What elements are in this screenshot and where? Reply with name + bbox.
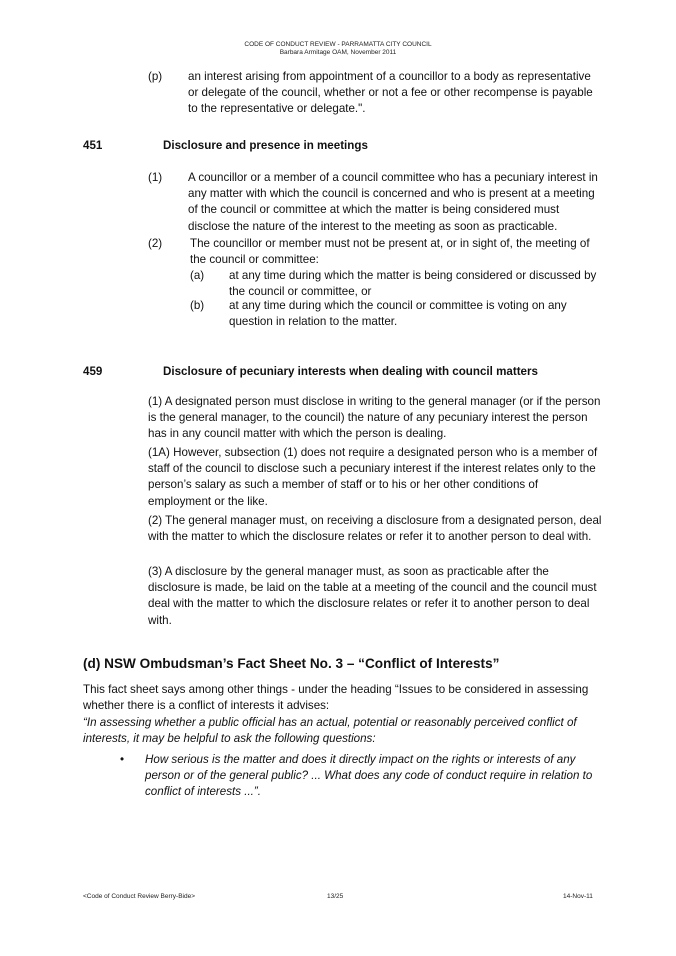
item-text-451-1: A councillor or a member of a council committee who has a pecuniary interest in any matter with which the council is concerned and who is present at a meeting of the council or committee at which the matter is being considered must disclose the nature of the interest to the meeting as soon as practicable.	[188, 171, 598, 233]
section-number-459: 459	[83, 365, 103, 378]
item-text-p: an interest arising from appointment of a councillor to a body as representative or delegate of the council, whether or not a fee or other recompense is payable to the representative or delegate.".	[188, 70, 593, 116]
subitem-text-a: at any time during which the matter is being considered or discussed by the council or committee, or	[229, 269, 597, 299]
footer-page-number: 13/25	[327, 893, 344, 900]
paragraph-459-1: (1) A designated person must disclose in writing to the general manager (or if the person is the general manager, to the council) the nature of any pecuniary interest the person has in any council matter with which the person is dealing.	[148, 395, 601, 441]
section-d-quote: “In assessing whether a public official has an actual, potential or reasonably perceived conflict of interests, it may be helpful to ask the following questions:	[83, 716, 577, 746]
footer-date: 14-Nov-11	[563, 893, 593, 900]
item-label-p: (p)	[148, 70, 163, 83]
paragraph-459-1a: (1A) However, subsection (1) does not require a designated person who is a member of staff of the council to disclose such a pecuniary interest if the interest relates only to the person’s salary as such a member of staff or to his or her other conditions of employment or the like.	[148, 446, 598, 508]
bullet-icon: •	[120, 753, 125, 766]
subitem-label-b: (b)	[190, 299, 205, 312]
section-heading-d: (d) NSW Ombudsman’s Fact Sheet No. 3 – “Conflict of Interests”	[83, 656, 500, 671]
section-number-451: 451	[83, 139, 103, 152]
paragraph-459-3: (3) A disclosure by the general manager must, as soon as practicable after the disclosure is made, be laid on the table at a meeting of the council and the council must deal with the matter to which the disclosure relates or refer it to another person to deal with.	[148, 565, 597, 627]
section-title-451: Disclosure and presence in meetings	[163, 139, 368, 152]
header-line-1: CODE OF CONDUCT REVIEW - PARRAMATTA CITY COUNCIL	[244, 41, 432, 48]
subitem-label-a: (a)	[190, 269, 205, 282]
section-title-459: Disclosure of pecuniary interests when dealing with council matters	[163, 365, 538, 378]
item-label-451-1: (1)	[148, 171, 163, 184]
header-line-2: Barbara Armitage OAM, November 2011	[279, 49, 397, 56]
item-label-451-2: (2)	[148, 237, 163, 250]
subitem-text-b: at any time during which the council or committee is voting on any question in relation to the matter.	[229, 299, 567, 329]
paragraph-459-2: (2) The general manager must, on receiving a disclosure from a designated person, deal with the matter to which the disclosure relates or refer it to another person to deal with.	[148, 514, 602, 544]
section-d-intro: This fact sheet says among other things - under the heading “Issues to be considered in assessing whether there is a conflict of interests it advises:	[83, 683, 589, 713]
section-d-bullet-text: How serious is the matter and does it directly impact on the rights or interests of any person or of the general public? ... What does any code of conduct require in relation to conflict of interests ...”.	[145, 753, 593, 799]
footer-left: <Code of Conduct Review Berry-Bide>	[83, 893, 196, 900]
item-text-451-2: The councillor or member must not be present at, or in sight of, the meeting of the council or committee:	[190, 237, 590, 267]
